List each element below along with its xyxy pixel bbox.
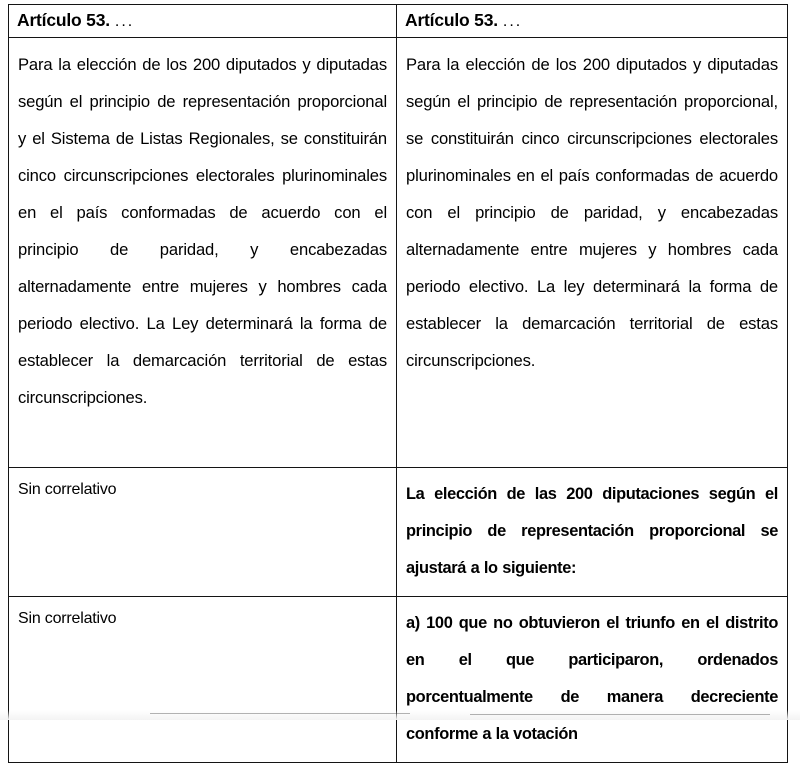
cell-articulo-53-left-inner bbox=[9, 38, 396, 467]
article-heading-left bbox=[17, 9, 388, 33]
article-heading-right-label: Artículo 53. bbox=[405, 10, 498, 30]
cell-articulo-53-right bbox=[397, 38, 788, 468]
paragraph-inciso-a: a) 100 que no obtuvieron el triunfo en el distrito en el que participaron, ordenados porcentualmente de manera decreciente conforme a la votación bbox=[406, 614, 778, 743]
header-cell-right-inner bbox=[397, 5, 787, 36]
cell-sin-correlativo-1-left bbox=[9, 468, 397, 597]
header-cell-left bbox=[9, 5, 397, 38]
cell-sin-correlativo-2-right-inner bbox=[397, 597, 787, 762]
label-sin-correlativo-1: Sin correlativo bbox=[18, 481, 117, 498]
cell-sin-correlativo-2-left bbox=[9, 597, 397, 763]
article-heading-left-label: Artículo 53. bbox=[17, 10, 110, 30]
table-row bbox=[9, 468, 788, 597]
table-row bbox=[9, 597, 788, 763]
cell-sin-correlativo-1-right bbox=[397, 468, 788, 597]
article-heading-right bbox=[405, 9, 779, 33]
header-cell-left-inner bbox=[9, 5, 396, 36]
cell-sin-correlativo-1-left-inner bbox=[9, 468, 396, 512]
cell-sin-correlativo-2-left-inner bbox=[9, 597, 396, 641]
paragraph-eleccion-200-diputaciones: La elección de las 200 diputaciones según el principio de representación proporcional se ajustará a lo siguiente: bbox=[406, 485, 778, 577]
article-heading-right-ellipsis: ... bbox=[502, 13, 523, 30]
comparison-table bbox=[8, 4, 788, 763]
paragraph-articulo-53-right: Para la elección de los 200 diputados y diputadas según el principio de representación proporcional, se constituirán cinco circunscripciones electorales plurinominales en el país conformadas de acuerdo con el principio de paridad, y encabezadas alternadamente entre mujeres y hombres cada periodo electivo. La ley determinará la forma de establecer la demarcación territorial de estas circunscripciones. bbox=[406, 55, 778, 370]
cell-articulo-53-right-inner bbox=[397, 38, 787, 467]
article-heading-left-ellipsis: ... bbox=[114, 13, 135, 30]
cell-sin-correlativo-1-right-inner bbox=[397, 468, 787, 596]
label-sin-correlativo-2: Sin correlativo bbox=[18, 610, 117, 627]
cell-articulo-53-left bbox=[9, 38, 397, 468]
paragraph-articulo-53-left: Para la elección de los 200 diputados y diputadas según el principio de representación proporcional y el Sistema de Listas Regionales, se constituirán cinco circunscripciones electorales plurinominales en el país conformadas de acuerdo con el principio de paridad, y encabezadas alternadamente entre mujeres y hombres cada periodo electivo. La Ley determinará la forma de establecer la demarcación territorial de estas circunscripciones. bbox=[18, 55, 387, 407]
table-row-header bbox=[9, 5, 788, 38]
header-cell-right bbox=[397, 5, 788, 38]
cell-sin-correlativo-2-right bbox=[397, 597, 788, 763]
table-row bbox=[9, 38, 788, 468]
